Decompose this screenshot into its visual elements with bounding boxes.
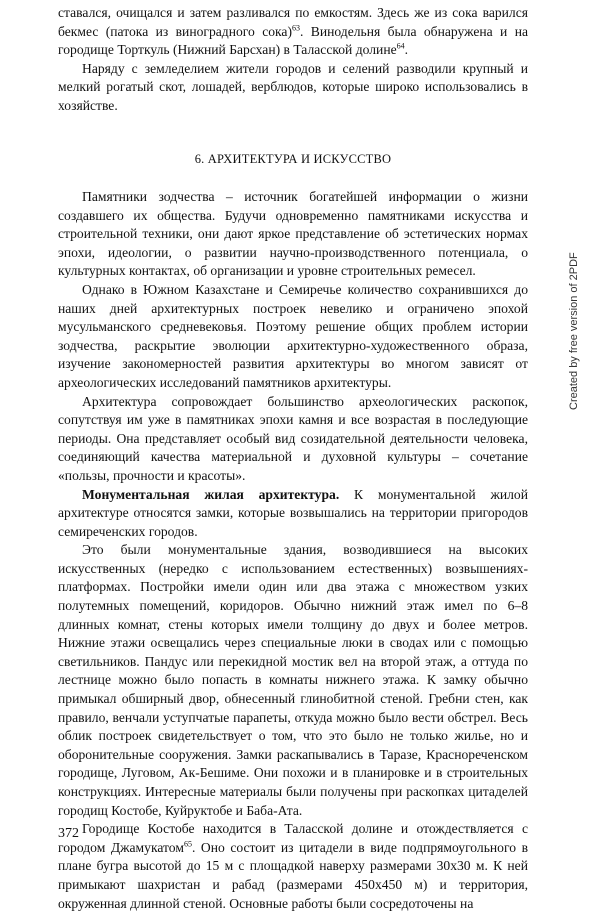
subheading-monumental-architecture: Монументальная жилая архитектура.: [82, 486, 340, 502]
footnote-ref-64: 64: [396, 41, 405, 51]
side-watermark: Created by free version of 2PDF: [568, 252, 580, 410]
top-text-block: [58, 4, 528, 116]
paragraph-1: Памятники зодчества – источник богатейшей информации о жизни создавшего их общества. Будучи одновременно памятниками искусства и строительной техники, они дают яркое представление об эстетических нормах эпохи, идеологии, о развитии научно-производственного потенциала, о культурных контактах, об организации и уровне строительных ремесел.: [58, 189, 528, 279]
paragraph-4: Монументальная жилая архитектура. К монументальной жилой архитектуре относятся замки, которые возвышались на территории пригородов семиреченских городов.: [58, 486, 529, 539]
paragraph-livestock: Наряду с земледелием жители городов и селений разводили крупный и мелкий рогатый скот, лошадей, верблюдов, которые широко использовались в хозяйстве.: [58, 60, 528, 113]
paragraph-winery: ставался, очищался и затем разливался по емкостям. Здесь же из сока варился бекмес (патока из виноградного сока)$^{63}$. Винодельня была обнаружена и на городище Торткуль (Нижний Барсхан) в Таласской долине$^{64}$.: [58, 5, 528, 58]
footnote-ref-63: 63: [291, 23, 300, 33]
page-number: 372: [58, 826, 79, 841]
paragraph-3: Архитектура сопровождает большинство археологических раскопок, сопутствуя им уже в памятниках эпохи камня и все возрастая в последующие периоды. Она представляет особый вид созидательной деятельности человека, соединяющий качества материальной и духовной культуры – сочетание «пользы, прочности и красоты».: [58, 393, 528, 483]
paragraph-6: Городище Костобе находится в Таласской долине и отождествляется с городом Джамукатом$^{65}$. Оно состоит из цитадели в виде подпрямоугольного в плане бугра высотой до 15 м с площадкой наверху размерами 30х30 м. К ней примыкают шахристан и рабад (размерами 450х450 м) и территория, окруженная длинной стеной. Основные работы были сосредоточены на: [58, 821, 528, 911]
footnote-ref-65: 65: [183, 839, 192, 849]
main-text-block: [58, 188, 528, 913]
paragraph-2: Однако в Южном Казахстане и Семиречье количество сохранившихся до наших дней архитектурных построек невелико и ограничено эпохой мусульманского средневековья. Поэтому решение общих проблем истории зодчества, раскрытие эволюции архитектурно-художественного образа, изучение закономерностей развития архитектуры во многом зависят от археологических исследований памятников архитектуры.: [58, 281, 528, 390]
paragraph-5: Это были монументальные здания, возводившиеся на высоких искусственных (нередко с использованием естественных) возвышениях-платформах. Постройки имели один или два этажа с множеством узких полутемных помещений, коридоров. Обычно нижний этаж имел по 6–8 длинных комнат, стены которых имели толщину до двух и более метров. Нижние этажи освещались через специальные люки в сводах или с помощью светильников. Пандус или перекидной мостик вел на второй этаж, а оттуда по лестнице можно было попасть в комнаты нижнего этажа. К замку обычно примыкал обширный двор, обнесенный глинобитной стеной. Гребни стен, как правило, венчали уступчатые парапеты, откуда можно было вести обстрел. Весь облик построек свидетельствует о том, что это было не только жилье, но и оборонительные сооружения. Замки раскапывались в Таразе, Краснореченском городище, Луговом, Ак-Бешиме. Они похожи и в планировке и в строительных конструкциях. Интересные материалы были получены при раскопках цитаделей городищ Костобе, Куйруктобе и Баба-Ата.: [58, 542, 528, 818]
section-heading: 6. АРХИТЕКТУРА И ИСКУССТВО: [194, 152, 392, 166]
